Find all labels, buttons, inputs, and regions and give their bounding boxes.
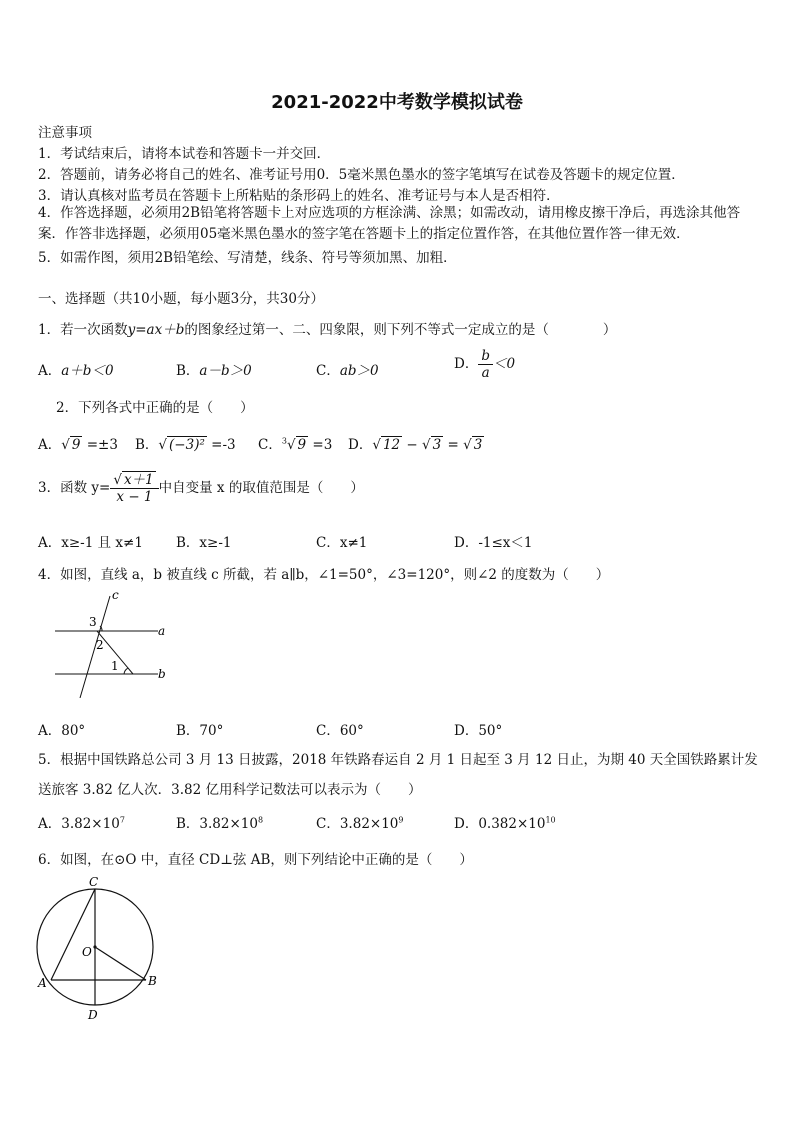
q4-option-a[interactable] — [38, 719, 85, 739]
label-D: D — [88, 1008, 98, 1022]
question-5-stem: 5．根据中国铁路总公司 3 月 13 日披露，2018 年铁路春运自 2 月 1 日起至 3 月 12 日止，为期 40 天全国铁路累计发送旅客 3.82 亿人次．3.82 亿用科学记数法可以表示为（ ） — [38, 752, 758, 798]
question-6-stem: 6．如图，在⊙O 中，直径 CD⊥弦 AB，则下列结论中正确的是（ ） — [38, 852, 473, 868]
q5-option-b[interactable] — [176, 812, 263, 832]
sqrt: √ (−3)² — [158, 437, 205, 453]
exponent: 7 — [119, 815, 125, 825]
q1-option-c[interactable] — [316, 359, 379, 379]
option-text: x≠1 — [339, 535, 368, 551]
option-label: D． — [454, 356, 479, 372]
notice-heading: 注意事项 — [38, 125, 92, 141]
q3-option-d[interactable] — [454, 531, 533, 551]
radicand: 12 — [382, 437, 401, 453]
option-label: B． — [135, 437, 159, 453]
question-2-stem: 2．下列各式中正确的是（ ） — [56, 400, 254, 416]
notice-item-1: 1．考试结束后，请将本试卷和答题卡一并交回． — [38, 146, 331, 162]
q1-option-a[interactable] — [38, 359, 114, 379]
q3-option-a[interactable] — [38, 531, 143, 551]
radicand: 9 — [71, 437, 81, 453]
circle-figure — [32, 874, 167, 1024]
label-A: A — [38, 976, 47, 990]
fraction — [478, 348, 493, 381]
option-text: 3.82×10 — [61, 816, 120, 832]
root-index: 3 — [281, 436, 287, 446]
radicand: (−3)² — [169, 437, 205, 453]
q5-option-d[interactable] — [454, 812, 556, 832]
q4-option-c[interactable] — [316, 719, 364, 739]
option-label: A． — [38, 723, 62, 739]
q5-option-c[interactable] — [316, 812, 404, 832]
label-2: 2 — [96, 638, 104, 652]
option-label: A． — [38, 363, 62, 379]
section-heading: 一、选择题（共10小题，每小题3分，共30分） — [38, 291, 324, 307]
q5-option-a[interactable] — [38, 812, 125, 832]
exponent: 10 — [545, 815, 556, 825]
option-text: ＜0 — [492, 356, 516, 372]
option-label: C． — [316, 363, 340, 379]
notice-item-3: 3．请认真核对监考员在答题卡上所粘贴的条形码上的姓名、准考证号与本人是否相符． — [38, 188, 560, 204]
label-c: c — [112, 588, 119, 602]
label-C: C — [89, 875, 99, 889]
radicand: x＋1 — [123, 472, 154, 488]
question-4-stem: 4．如图，直线 a，b 被直线 c 所截，若 a∥b，∠1=50°，∠3=120°，则∠2 的度数为（ ） — [38, 567, 610, 583]
q3-post: 中自变量 x 的取值范围是（ ） — [158, 480, 364, 496]
q4-option-b[interactable] — [176, 719, 223, 739]
option-text: =3 — [308, 437, 333, 453]
q3-option-c[interactable] — [316, 531, 367, 551]
q1-option-d[interactable] — [454, 348, 515, 381]
option-label: C． — [316, 535, 340, 551]
numerator: b — [478, 348, 493, 365]
option-text: =-3 — [206, 437, 236, 453]
q2-option-c[interactable] — [258, 433, 332, 453]
q2-option-d[interactable] — [348, 433, 484, 453]
option-text: ab＞0 — [339, 363, 379, 379]
q1-func: y=ax＋b — [127, 322, 185, 338]
option-text: 3.82×10 — [199, 816, 258, 832]
exponent: 8 — [257, 815, 264, 825]
denominator: x − 1 — [116, 489, 153, 505]
radicand: 3 — [432, 437, 442, 453]
fraction — [110, 472, 158, 505]
option-text: =±3 — [82, 437, 118, 453]
q1-post: 的图象经过第一、二、四象限，则下列不等式一定成立的是（ ） — [184, 322, 617, 338]
option-label: A． — [38, 535, 62, 551]
sqrt: √ x＋1 — [113, 472, 154, 488]
option-label: B． — [176, 535, 200, 551]
angle-1-arc — [124, 668, 128, 674]
label-O: O — [82, 945, 92, 959]
notice-item-4: 4．作答选择题，必须用2B铅笔将答题卡上对应选项的方框涂满、涂黑；如需改动，请用橡皮擦干净后，再选涂其他答案．作答非选择题，必须用05毫米黑色墨水的签字笔在答题卡上的指定位置作答，在其他位置作答一律无效． — [38, 205, 741, 242]
exam-title: 2021-2022中考数学模拟试卷 — [271, 92, 523, 113]
sqrt: √ 3 — [463, 437, 483, 453]
q1-pre: 1．若一次函数 — [38, 322, 128, 338]
option-label: D． — [454, 535, 479, 551]
label-b: b — [158, 667, 166, 681]
option-text: a＋b＜0 — [61, 363, 114, 379]
operator: − — [402, 437, 423, 453]
q3-option-b[interactable] — [176, 531, 232, 551]
label-1: 1 — [111, 659, 119, 673]
q3-pre: 3．函数 y= — [38, 480, 111, 496]
option-label: D． — [454, 723, 479, 739]
option-text: 70° — [199, 723, 224, 739]
label-3: 3 — [89, 615, 97, 629]
sqrt: √ 9 — [286, 437, 307, 453]
radicand: 3 — [473, 437, 483, 453]
numerator — [110, 472, 158, 489]
q2-option-a[interactable] — [38, 433, 118, 453]
label-B: B — [148, 974, 157, 988]
denominator: a — [481, 365, 490, 381]
question-1-stem — [38, 318, 616, 338]
option-text: -1≤x＜1 — [478, 535, 533, 551]
option-text: 80° — [61, 723, 86, 739]
label-a: a — [158, 624, 166, 638]
option-label: D． — [454, 816, 479, 832]
option-text: 0.382×10 — [478, 816, 546, 832]
option-text: 3.82×10 — [339, 816, 399, 832]
option-label: C． — [316, 723, 340, 739]
q2-option-b[interactable] — [135, 433, 236, 453]
notice-item-2: 2．答题前，请务必将自己的姓名、准考证号用0．5毫米黑色墨水的签字笔填写在试卷及答题卡的规定位置． — [38, 167, 685, 183]
option-label: A． — [38, 816, 62, 832]
radicand: 9 — [297, 437, 307, 453]
operator: = — [443, 437, 464, 453]
q4-option-d[interactable] — [454, 719, 502, 739]
center-point — [93, 945, 96, 948]
exponent: 9 — [398, 815, 404, 825]
option-label: C． — [316, 816, 340, 832]
notice-item-5: 5．如需作图，须用2B铅笔绘、写清楚，线条、符号等须加黑、加粗． — [38, 250, 457, 266]
q1-option-b[interactable] — [176, 359, 252, 379]
option-text: x≥-1 且 x≠1 — [61, 535, 143, 551]
sqrt: √ 12 — [372, 437, 401, 453]
option-text: 60° — [339, 723, 364, 739]
option-label: C． — [258, 437, 282, 453]
sqrt: √ 9 — [61, 437, 81, 453]
option-label: D． — [348, 437, 373, 453]
option-text: a－b＞0 — [199, 363, 252, 379]
option-label: B． — [176, 816, 200, 832]
line-c — [80, 596, 110, 698]
question-3-stem — [38, 472, 364, 505]
parallel-lines-figure — [50, 586, 175, 698]
option-label: B． — [176, 363, 200, 379]
option-label: B． — [176, 723, 200, 739]
option-text: x≥-1 — [199, 535, 232, 551]
option-label: A． — [38, 437, 62, 453]
option-text: 50° — [478, 723, 503, 739]
segment-ob — [95, 947, 146, 980]
sqrt: √ 3 — [422, 437, 442, 453]
